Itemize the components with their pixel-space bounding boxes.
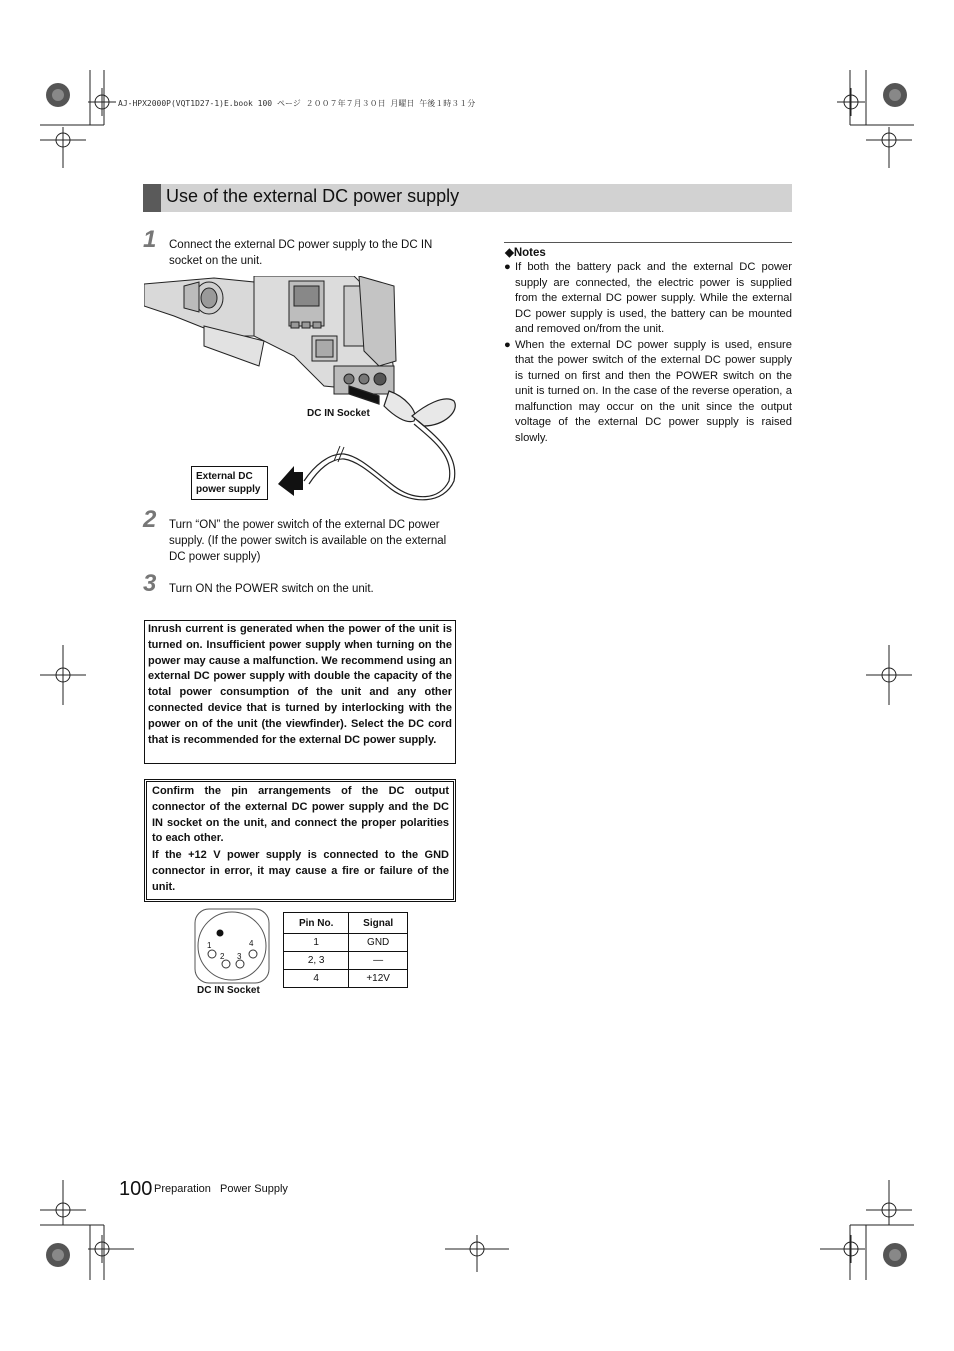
pin-label-1: 1 — [207, 941, 212, 950]
step-text-3: Turn ON the POWER switch on the unit. — [169, 583, 374, 595]
table-cell: — — [349, 952, 408, 970]
table-header-signal: Signal — [349, 913, 408, 934]
note-item-1 — [504, 260, 792, 338]
table-header-row — [284, 913, 408, 934]
note-item-2 — [504, 338, 792, 447]
notes-rule — [504, 242, 792, 243]
pin-label-4: 4 — [249, 939, 254, 948]
table-cell: GND — [349, 934, 408, 952]
table-cell: +12V — [349, 970, 408, 988]
table-row — [284, 970, 408, 988]
footer-breadcrumb: Preparation Power Supply — [154, 1183, 288, 1195]
bullet-icon: ● — [504, 338, 511, 351]
table-row — [284, 952, 408, 970]
step-text-2: Turn “ON” the power switch of the external DC power supply. (If the power switch is available on the external DC power supply) — [169, 519, 447, 563]
inrush-warning-box — [144, 620, 456, 764]
step-number-3: 3 — [143, 570, 157, 597]
table-header-pin: Pin No. — [284, 913, 349, 934]
table-cell: 2, 3 — [284, 952, 349, 970]
note-text-2: When the external DC power supply is used, ensure that the power switch of the external DC power supply is turned on first and then the POWER switch on the unit is turned on. In the case of the reverse operation, a malfunction may occur on the unit since the output voltage of the external DC power supply is raised slowly. — [515, 338, 792, 444]
table-cell: 4 — [284, 970, 349, 988]
section-title: Use of the external DC power supply — [166, 186, 460, 206]
polarity-warning-text-1: Confirm the pin arrangements of the DC output connector of the external DC power supply and the DC IN socket on the unit, and connect the proper polarities to each other. — [152, 785, 449, 845]
page-number: 100 — [119, 1178, 153, 1200]
bullet-icon: ● — [504, 261, 511, 273]
pin-label-3: 3 — [237, 952, 242, 961]
print-header: AJ-HPX2000P(VQT1D27-1)E.book 100 ページ ２００７年７月３０日 月曜日 午後１時３１分 — [118, 99, 476, 108]
external-dc-supply-label: External DC power supply — [191, 466, 268, 500]
table-row — [284, 934, 408, 952]
polarity-warning-box — [144, 779, 456, 902]
title-marker — [143, 184, 161, 212]
step-number-1: 1 — [143, 226, 157, 253]
connector-label: DC IN Socket — [197, 985, 260, 996]
step-text-1: Connect the external DC power supply to the DC IN socket on the unit. — [169, 239, 433, 267]
dc-in-socket-label: DC IN Socket — [307, 408, 370, 419]
pin-table — [283, 912, 408, 988]
section-title-bar — [143, 184, 792, 212]
notes-list — [504, 260, 792, 446]
inrush-warning-text: Inrush current is generated when the power of the unit is turned on. Insufficient power supply when turning on the power may cause a malfunction. We recommend using an external DC power supply with double the capacity of the total power consumption of the unit and any other connected device that is turned by interlocking with the power on of the unit (the viewfinder). Select the DC cord that is recommended for the external DC power supply. — [148, 623, 452, 746]
dc-in-connector-diagram — [192, 907, 272, 985]
table-cell: 1 — [284, 934, 349, 952]
step-number-2: 2 — [143, 506, 157, 533]
pin-label-2: 2 — [220, 952, 225, 961]
note-text-1: If both the battery pack and the external DC power supply are connected, the electric power is supplied from the external DC power supply. While the external DC power supply is used, the battery can be mounted and removed on/from the unit. — [515, 261, 792, 335]
notes-heading: ◆Notes — [505, 247, 546, 259]
polarity-warning-text-2: If the +12 V power supply is connected to the GND connector in error, it may cause a fire or failure of the unit. — [152, 849, 449, 893]
